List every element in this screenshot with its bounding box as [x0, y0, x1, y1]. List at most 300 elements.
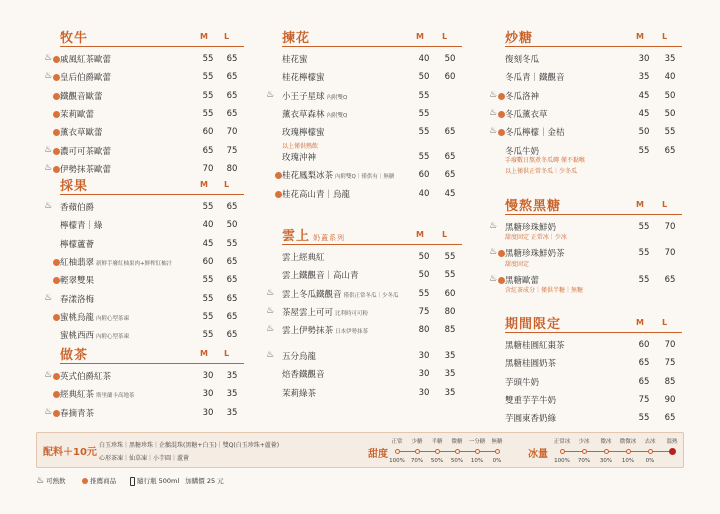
hot-icon: ♨ — [44, 71, 53, 82]
price-m: 55 — [202, 108, 214, 119]
price-m: 55 — [202, 275, 214, 286]
hot-icon: ♨ — [489, 221, 498, 231]
price-l: 80 — [226, 163, 238, 174]
price-m: 80 — [418, 325, 430, 336]
price-m: 50 — [418, 252, 430, 262]
section-title: 揀花 — [282, 31, 311, 46]
menu-item — [505, 87, 682, 105]
item-name: 紅柚翡翠 新鮮手廢紅柚果肉+鮮榨紅柚汁 — [60, 257, 173, 268]
price-l: 45 — [444, 188, 456, 199]
ice-dot — [626, 449, 631, 454]
ice-label: 少冰 — [578, 439, 590, 445]
sweetness-pct: 70% — [410, 458, 424, 464]
menu-item — [282, 285, 462, 303]
item-note: 斯里蘭卡高地茶 — [96, 393, 135, 400]
ice-dot — [560, 449, 565, 454]
item-note: 內附雙Q — [326, 94, 348, 101]
price-l: 90 — [664, 394, 676, 405]
item-name: 芋頭牛奶 — [505, 377, 540, 388]
sweetness-dot — [415, 449, 420, 454]
hot-icon: ♨ — [44, 162, 53, 173]
menu-item — [282, 68, 462, 86]
item-name: 英式伯爵紅茶 — [60, 372, 112, 382]
item-info: 甜度固定 正常冰｜少冰 — [505, 234, 567, 242]
section-rule — [60, 46, 244, 47]
star-icon — [53, 56, 60, 63]
size-header-m: M — [200, 32, 208, 41]
hot-icon: ♨ — [489, 107, 498, 118]
price-m: 55 — [202, 202, 214, 212]
hot-icon: ♨ — [36, 476, 45, 486]
item-name: 黑糖珍珠鮮奶 — [505, 223, 557, 233]
price-m: 30 — [202, 407, 214, 418]
price-l: 85 — [664, 376, 676, 387]
price-m: 55 — [202, 311, 214, 322]
size-header-l: L — [224, 32, 230, 41]
hot-icon: ♨ — [44, 201, 53, 211]
item-name: 黑糖珍珠鮮奶茶 — [505, 249, 565, 260]
size-header-l: L — [662, 32, 668, 41]
item-name: 檸檬蘆薈 — [60, 239, 95, 250]
section-rule — [505, 214, 682, 215]
price-l: 85 — [444, 325, 456, 336]
sweetness-label: 微糖 — [451, 439, 463, 445]
hot-icon: ♨ — [489, 89, 498, 100]
section-subtitle: 奶蓋系列 — [313, 234, 346, 242]
ice-label: 正常冰 — [553, 439, 571, 445]
item-name: 蜜桃西西 內附心型茶凍 — [60, 331, 130, 342]
item-name: 薰衣草森林 內附雙Q — [282, 109, 348, 120]
price-l: 50 — [664, 108, 676, 119]
price-l: 70 — [664, 222, 676, 232]
star-icon — [53, 93, 60, 100]
price-m: 55 — [638, 413, 650, 424]
hot-icon: ♨ — [489, 247, 498, 258]
size-header-m: M — [636, 200, 644, 209]
section-info: 以上僅供熱飲 — [282, 143, 319, 150]
item-name: 濃可可茶歐蕾 — [60, 146, 112, 157]
price-m: 55 — [202, 90, 214, 101]
price-m: 65 — [638, 376, 650, 387]
price-m: 55 — [202, 330, 214, 341]
price-l: 35 — [444, 351, 456, 361]
item-name: 雙重芋芋牛奶 — [505, 395, 557, 406]
ice-line — [562, 451, 672, 452]
item-name: 春漾洛梅 — [60, 294, 95, 305]
item-name: 桂花鳳梨冰茶 內附雙Q｜僅供有｜無糖 — [282, 171, 395, 182]
price-m: 65 — [202, 145, 214, 156]
item-name: 冬瓜青｜鐵觀音 — [505, 73, 565, 84]
hot-icon: ♨ — [266, 287, 275, 298]
section-title: 雲上 奶蓋系列 — [282, 229, 346, 244]
ice-dot — [648, 449, 653, 454]
item-name: 春摘青茶 — [60, 408, 95, 419]
menu-item — [60, 253, 244, 271]
item-name: 黑糖桂圓紅棗茶 — [505, 341, 565, 351]
price-m: 55 — [418, 108, 430, 119]
menu-item — [282, 148, 462, 166]
price-l: 65 — [664, 274, 676, 285]
price-m: 40 — [418, 54, 430, 64]
item-note: 內附雙Q｜僅供有｜無糖 — [335, 174, 395, 181]
menu-item — [60, 367, 244, 385]
item-name: 茶屋雲上可可 比利時可可粉 — [282, 307, 369, 318]
menu-item — [505, 105, 682, 123]
hot-icon: ♨ — [266, 324, 275, 335]
menu-item — [282, 321, 462, 339]
item-name: 冬瓜牛奶 — [505, 146, 540, 157]
item-name: 鐵觀音歐蕾 — [60, 91, 103, 102]
ice-pct: 0% — [645, 458, 655, 464]
footer-hot: ♨ 可熱飲 — [36, 476, 66, 486]
price-m: 55 — [202, 54, 214, 64]
star-icon — [53, 259, 60, 266]
price-l: 65 — [226, 275, 238, 286]
price-l: 70 — [664, 340, 676, 350]
menu-item — [282, 347, 462, 365]
sweetness-label: 半糖 — [431, 439, 443, 445]
price-m: 40 — [202, 220, 214, 231]
bottle-icon — [130, 477, 135, 486]
item-name: 薰衣草歐蕾 — [60, 128, 103, 139]
price-m: 70 — [202, 163, 214, 174]
star-icon — [498, 250, 505, 257]
item-info: 甜度固定 — [505, 260, 530, 268]
item-name: 經典紅茶 斯里蘭卡高地茶 — [60, 390, 135, 401]
item-name: 桂花檸檬蜜 — [282, 73, 325, 84]
price-m: 55 — [638, 222, 650, 232]
ice-label: 去冰 — [644, 439, 656, 445]
sweetness-line — [397, 451, 497, 452]
price-m: 30 — [418, 369, 430, 380]
price-l: 70 — [664, 248, 676, 259]
menu-item — [60, 198, 244, 216]
price-m: 30 — [418, 387, 430, 398]
menu-item — [60, 123, 244, 141]
footer-recommend: 推薦商品 — [82, 476, 116, 485]
item-note: 僅供正常冬瓜｜少冬瓜 — [343, 292, 399, 299]
price-m: 55 — [418, 90, 430, 101]
price-m: 55 — [638, 145, 650, 156]
item-name: 冬瓜檸檬｜金桔 — [505, 128, 565, 139]
item-note: 內附心型茶凍 — [96, 315, 130, 322]
ice-dot — [669, 448, 676, 455]
price-m: 65 — [638, 358, 650, 369]
ice-label: 微微冰 — [619, 439, 637, 445]
price-l: 55 — [444, 252, 456, 262]
star-icon — [53, 74, 60, 81]
price-l: 65 — [226, 54, 238, 64]
price-m: 60 — [202, 256, 214, 267]
sweetness-pct: 50% — [430, 458, 444, 464]
star-icon — [53, 129, 60, 136]
menu-item — [60, 216, 244, 234]
menu-item — [60, 290, 244, 308]
menu-item — [60, 142, 244, 160]
star-icon — [53, 314, 60, 321]
item-note: 日本伊勢抹茶 — [335, 329, 369, 336]
item-name: 桂花高山青｜烏龍 — [282, 189, 351, 200]
addon-label: 配料＋10元 — [43, 447, 97, 458]
section-rule — [282, 244, 462, 245]
menu-item — [60, 404, 244, 422]
item-name: 雲上鐵觀音｜高山青 — [282, 271, 359, 282]
item-note: 內附心型茶凍 — [96, 334, 130, 341]
ice-title: 冰量 — [528, 449, 548, 460]
addon-line1: 白玉珍珠｜黑糖珍珠｜企鵝混珠(黑糖+白玉)｜雙Q(白玉珍珠+蘆薈) — [99, 442, 280, 449]
sweetness-pct: 10% — [470, 458, 484, 464]
menu-item — [505, 123, 682, 141]
item-name: 雲上伊勢抹茶 日本伊勢抹茶 — [282, 326, 369, 337]
addon-line2: 心形茶凍｜仙草凍｜小芋圓｜蘆薈 — [99, 455, 190, 462]
section-info: 手廢數日熬煮冬瓜磚 僅不黏喉 — [505, 157, 585, 164]
menu-item — [282, 87, 462, 105]
item-name: 蜜桃烏龍 內附心型茶凍 — [60, 312, 130, 323]
price-l: 65 — [444, 170, 456, 181]
price-l: 50 — [226, 220, 238, 231]
star-icon — [498, 111, 505, 118]
hot-icon: ♨ — [266, 350, 275, 360]
price-l: 60 — [444, 288, 456, 299]
item-name: 皇后伯爵歐蕾 — [60, 73, 112, 84]
menu-item — [282, 123, 462, 141]
price-m: 75 — [418, 306, 430, 317]
price-l: 65 — [226, 256, 238, 267]
sweetness-label: 正常 — [391, 439, 403, 445]
sweetness-title: 甜度 — [368, 449, 388, 460]
item-note: 內附雙Q — [326, 112, 348, 119]
price-l: 70 — [226, 127, 238, 138]
section-title: 做茶 — [60, 348, 89, 363]
size-header-l: L — [224, 349, 230, 358]
star-icon — [53, 166, 60, 173]
price-l: 65 — [444, 127, 456, 138]
item-name: 芋圓東香奶綠 — [505, 414, 557, 425]
price-m: 55 — [202, 72, 214, 83]
item-name: 五分烏龍 — [282, 352, 317, 362]
item-name: 玫瑰沖神 — [282, 153, 317, 163]
hot-icon: ♨ — [44, 406, 53, 417]
hot-icon: ♨ — [266, 89, 275, 100]
star-icon — [53, 373, 60, 380]
hot-icon: ♨ — [489, 273, 498, 284]
price-m: 40 — [418, 188, 430, 199]
menu-item — [505, 391, 682, 409]
sweetness-label: 一分糖 — [468, 439, 486, 445]
size-header-m: M — [636, 318, 644, 327]
section-rule — [60, 194, 244, 195]
item-note: 比利時可可粉 — [335, 310, 369, 317]
price-l: 65 — [226, 311, 238, 322]
price-m: 75 — [638, 394, 650, 405]
section-title: 期間限定 — [505, 317, 562, 332]
size-header-m: M — [200, 349, 208, 358]
price-m: 30 — [202, 389, 214, 400]
section-title: 牧牛 — [60, 31, 89, 46]
menu-item — [60, 68, 244, 86]
price-l: 65 — [226, 72, 238, 83]
price-l: 40 — [664, 72, 676, 83]
star-icon — [498, 277, 505, 284]
size-header-l: L — [442, 32, 448, 41]
ice-dot — [604, 449, 609, 454]
price-m: 45 — [638, 90, 650, 101]
hot-icon: ♨ — [44, 53, 53, 63]
hot-icon: ♨ — [44, 292, 53, 303]
size-header-m: M — [636, 32, 644, 41]
ice-label: 溫熱 — [666, 439, 678, 445]
price-m: 50 — [418, 270, 430, 281]
item-name: 茉莉綠茶 — [282, 388, 317, 399]
menu-item — [282, 105, 462, 123]
price-l: 75 — [664, 358, 676, 369]
item-name: 桂花蜜 — [282, 55, 308, 65]
price-l: 55 — [664, 127, 676, 138]
size-header-l: L — [662, 200, 668, 209]
item-name: 復刻冬瓜 — [505, 55, 540, 65]
ice-pct: 70% — [577, 458, 591, 464]
item-name: 茉莉歐蕾 — [60, 109, 95, 120]
item-name: 焙香鐵觀音 — [282, 370, 325, 381]
size-header-m: M — [416, 230, 424, 239]
menu-item — [282, 303, 462, 321]
section-title: 慢熬黑糖 — [505, 199, 562, 214]
item-name: 冬瓜洛神 — [505, 91, 540, 102]
price-l: 35 — [664, 54, 676, 64]
price-m: 30 — [202, 371, 214, 381]
menu-item — [282, 384, 462, 402]
price-l: 65 — [664, 413, 676, 424]
price-m: 55 — [638, 248, 650, 259]
item-name: 玫瑰檸檬蜜 — [282, 128, 325, 139]
section-title: 炒糖 — [505, 31, 534, 46]
size-header-l: L — [442, 230, 448, 239]
price-l: 65 — [444, 152, 456, 162]
menu-item — [60, 235, 244, 253]
menu-item — [505, 354, 682, 372]
price-l: 75 — [226, 145, 238, 156]
price-m: 55 — [202, 293, 214, 304]
sweetness-pct: 50% — [450, 458, 464, 464]
item-name: 冬瓜薰衣草 — [505, 109, 548, 120]
item-name: 檸檬青｜綠 — [60, 221, 103, 232]
menu-item — [282, 185, 462, 203]
star-icon — [53, 277, 60, 284]
price-m: 30 — [418, 351, 430, 361]
price-m: 60 — [638, 340, 650, 350]
sweetness-label: 無糖 — [491, 439, 503, 445]
price-m: 35 — [638, 72, 650, 83]
star-icon — [53, 148, 60, 155]
star-icon — [498, 93, 505, 100]
item-note: 新鮮手廢紅柚果肉+鮮榨紅柚汁 — [96, 260, 173, 267]
menu-item — [60, 87, 244, 105]
ice-pct: 100% — [554, 458, 570, 464]
menu-item — [60, 105, 244, 123]
size-header-l: L — [224, 180, 230, 189]
star-icon — [82, 478, 88, 484]
menu-item — [505, 50, 682, 68]
price-m: 45 — [202, 238, 214, 249]
star-icon — [53, 410, 60, 417]
menu-item — [282, 50, 462, 68]
price-l: 65 — [226, 108, 238, 119]
footer-bottle: 隨行瓶 500ml 加購價 25 元 — [130, 476, 224, 486]
menu-item — [505, 68, 682, 86]
item-name: 雲上經典紅 — [282, 253, 325, 263]
sweetness-dot — [455, 449, 460, 454]
menu-item — [282, 266, 462, 284]
price-l: 65 — [226, 90, 238, 101]
item-name: 香蘋伯爵 — [60, 203, 95, 213]
sweetness-dot — [495, 449, 500, 454]
menu-item — [60, 385, 244, 403]
price-l: 35 — [226, 371, 238, 381]
hot-icon: ♨ — [44, 144, 53, 155]
item-info: 含紅茶成分｜僅供半糖｜無糖 — [505, 286, 584, 294]
hot-icon: ♨ — [489, 126, 498, 137]
section-info: 以上僅供正常冬瓜｜少冬瓜 — [505, 168, 578, 175]
price-l: 60 — [444, 72, 456, 83]
price-l: 65 — [226, 293, 238, 304]
menu-item — [60, 326, 244, 344]
sweetness-pct: 100% — [389, 458, 405, 464]
price-l: 65 — [664, 145, 676, 156]
section-title: 採果 — [60, 179, 89, 194]
price-m: 45 — [638, 108, 650, 119]
price-l: 35 — [226, 389, 238, 400]
menu-item — [505, 336, 682, 354]
star-icon — [53, 391, 60, 398]
sweetness-dot — [435, 449, 440, 454]
size-header-m: M — [416, 32, 424, 41]
menu-item — [505, 373, 682, 391]
item-name: 黑糖歐蕾 — [505, 275, 540, 286]
price-l: 50 — [664, 90, 676, 101]
sweetness-label: 少糖 — [411, 439, 423, 445]
item-name: 輕翠雙果 — [60, 276, 95, 287]
price-m: 50 — [638, 127, 650, 138]
star-icon — [53, 111, 60, 118]
sweetness-dot — [475, 449, 480, 454]
menu-item — [60, 308, 244, 326]
ice-dot — [582, 449, 587, 454]
sweetness-dot — [395, 449, 400, 454]
menu-item — [282, 365, 462, 383]
price-l: 80 — [444, 306, 456, 317]
size-header-l: L — [662, 318, 668, 327]
price-m: 60 — [418, 170, 430, 181]
item-name: 戚風紅茶歐蕾 — [60, 55, 112, 65]
hot-icon: ♨ — [44, 370, 53, 380]
size-header-m: M — [200, 180, 208, 189]
price-m: 50 — [418, 72, 430, 83]
item-name: 伊勢抹茶歐蕾 — [60, 164, 112, 175]
price-l: 50 — [444, 54, 456, 64]
section-rule — [505, 46, 682, 47]
menu-item — [505, 409, 682, 427]
ice-pct: 30% — [599, 458, 613, 464]
menu-item — [60, 50, 244, 68]
price-l: 35 — [444, 387, 456, 398]
item-name: 雲上冬瓜鐵觀音 僅供正常冬瓜｜少冬瓜 — [282, 289, 399, 300]
star-icon — [275, 191, 282, 198]
price-l: 65 — [226, 330, 238, 341]
section-rule — [60, 363, 244, 364]
menu-item — [282, 248, 462, 266]
price-m: 60 — [202, 127, 214, 138]
price-l: 55 — [444, 270, 456, 281]
